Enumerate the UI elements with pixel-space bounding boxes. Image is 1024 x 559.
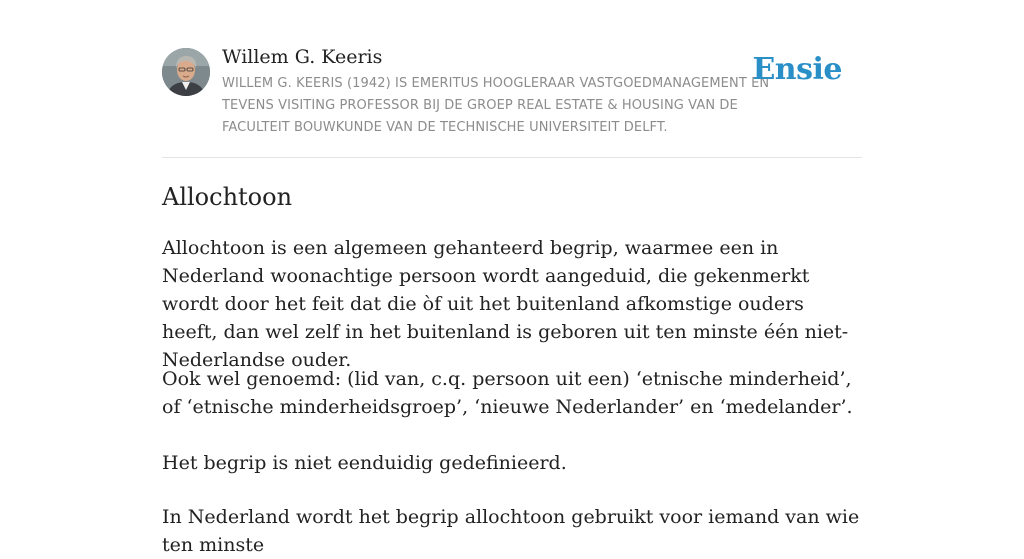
author-header bbox=[162, 44, 862, 157]
article-title: Allochtoon bbox=[162, 183, 293, 211]
author-portrait-icon bbox=[162, 48, 210, 96]
article-paragraph: Het begrip is niet eenduidig gedefinieerd. bbox=[162, 452, 567, 474]
article-paragraph: Allochtoon is een algemeen gehanteerd begrip, waarmee een in Nederland woonachtige persoon wordt aangeduid, die gekenmerkt wordt door het feit dat die òf uit het buitenland afkomstige ouders heeft, dan wel zelf in het buitenland is geboren uit ten minste één niet-Nederlandse ouder. bbox=[162, 237, 849, 371]
author-bio: WILLEM G. KEERIS (1942) IS EMERITUS HOOGLERAAR VASTGOEDMANAGEMENT EN TEVENS VISITING PROFESSOR BIJ DE GROEP REAL ESTATE & HOUSING VAN DE FACULTEIT BOUWKUNDE VAN DE TECHNISCHE UNIVERSITEIT DELFT. bbox=[222, 76, 770, 135]
article-paragraph: In Nederland wordt het begrip allochtoon gebruikt voor iemand van wie ten minste bbox=[162, 506, 860, 556]
article-paragraph: Ook wel genoemd: (lid van, c.q. persoon uit een) ‘etnische minderheid’, of ‘etnische minderheidsgroep’, ‘nieuwe Nederlander’ en ‘medelander’. bbox=[162, 368, 853, 418]
ensie-logo[interactable]: Ensie bbox=[752, 52, 842, 87]
article-body bbox=[162, 180, 862, 556]
author-avatar[interactable] bbox=[162, 48, 210, 96]
header-divider bbox=[162, 157, 862, 158]
author-name[interactable]: Willem G. Keeris bbox=[222, 46, 383, 68]
